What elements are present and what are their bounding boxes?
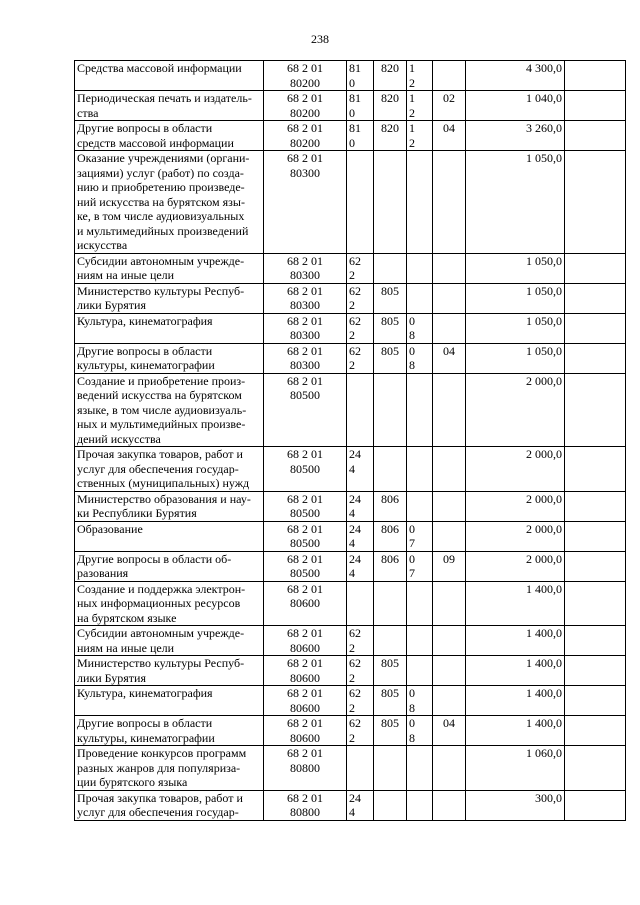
- row-subsection: [433, 151, 466, 254]
- table-row: [75, 581, 626, 626]
- row-name: Проведение конкурсов программ разных жанров для популяриза- ции бурятского языка: [75, 746, 264, 791]
- row-empty-column: [565, 790, 626, 820]
- row-code: 68 2 01 80500: [264, 551, 347, 581]
- page-number: 238: [311, 32, 329, 46]
- row-empty-column: [565, 373, 626, 447]
- row-expense-type: 62 2: [347, 253, 374, 283]
- row-code: 68 2 01 80500: [264, 447, 347, 492]
- row-amount: 1 050,0: [466, 253, 565, 283]
- table-row: [75, 716, 626, 746]
- row-subsection: [433, 253, 466, 283]
- row-department: 820: [374, 121, 407, 151]
- row-section: [407, 656, 433, 686]
- row-section: [407, 253, 433, 283]
- row-section: [407, 447, 433, 492]
- row-name: Министерство образования и нау- ки Республики Бурятия: [75, 491, 264, 521]
- row-empty-column: [565, 447, 626, 492]
- row-name: Субсидии автономным учрежде- ниям на иные цели: [75, 253, 264, 283]
- row-subsection: [433, 61, 466, 91]
- table-row: [75, 656, 626, 686]
- row-empty-column: [565, 491, 626, 521]
- table-row: [75, 790, 626, 820]
- row-code: 68 2 01 80200: [264, 91, 347, 121]
- row-department: 805: [374, 716, 407, 746]
- row-department: [374, 253, 407, 283]
- row-department: 806: [374, 551, 407, 581]
- row-code: 68 2 01 80800: [264, 790, 347, 820]
- row-code: 68 2 01 80500: [264, 521, 347, 551]
- row-name: Другие вопросы в области культуры, кинематографии: [75, 343, 264, 373]
- table-row: [75, 746, 626, 791]
- row-department: 805: [374, 343, 407, 373]
- row-amount: 1 050,0: [466, 151, 565, 254]
- row-section: 0 8: [407, 686, 433, 716]
- row-expense-type: 62 2: [347, 686, 374, 716]
- row-amount: 2 000,0: [466, 447, 565, 492]
- row-section: [407, 151, 433, 254]
- row-expense-type: 81 0: [347, 91, 374, 121]
- row-subsection: 09: [433, 551, 466, 581]
- row-name: Создание и приобретение произ- ведений искусства на бурятском языке, в том числе аудиовизуаль- ных и мультимедийных произве- дений искусства: [75, 373, 264, 447]
- row-section: 1 2: [407, 91, 433, 121]
- row-name: Культура, кинематография: [75, 313, 264, 343]
- row-expense-type: 62 2: [347, 313, 374, 343]
- row-expense-type: [347, 151, 374, 254]
- table-row: [75, 151, 626, 254]
- row-subsection: 04: [433, 343, 466, 373]
- row-empty-column: [565, 91, 626, 121]
- table-row: [75, 253, 626, 283]
- row-name: Другие вопросы в области культуры, кинематографии: [75, 716, 264, 746]
- row-empty-column: [565, 253, 626, 283]
- row-department: 805: [374, 656, 407, 686]
- row-name: Периодическая печать и издатель- ства: [75, 91, 264, 121]
- row-section: 0 7: [407, 521, 433, 551]
- row-section: 0 8: [407, 313, 433, 343]
- row-department: 806: [374, 491, 407, 521]
- row-expense-type: 24 4: [347, 521, 374, 551]
- row-subsection: [433, 656, 466, 686]
- table-row: [75, 521, 626, 551]
- row-name: Субсидии автономным учрежде- ниям на иные цели: [75, 626, 264, 656]
- row-empty-column: [565, 313, 626, 343]
- row-department: [374, 581, 407, 626]
- row-section: 1 2: [407, 61, 433, 91]
- row-code: 68 2 01 80200: [264, 61, 347, 91]
- row-empty-column: [565, 343, 626, 373]
- row-department: [374, 790, 407, 820]
- row-name: Оказание учреждениями (органи- зациями) услуг (работ) по созда- нию и приобретению произведе- ний искусства на бурятском язы- ке, в том числе аудиовизуальных и мультимедийных произведений искусства: [75, 151, 264, 254]
- row-empty-column: [565, 716, 626, 746]
- row-expense-type: 62 2: [347, 283, 374, 313]
- row-department: 806: [374, 521, 407, 551]
- row-section: 0 8: [407, 716, 433, 746]
- row-department: [374, 373, 407, 447]
- row-amount: 1 050,0: [466, 283, 565, 313]
- row-code: 68 2 01 80600: [264, 716, 347, 746]
- table-row: [75, 283, 626, 313]
- row-department: 805: [374, 686, 407, 716]
- row-code: 68 2 01 80300: [264, 253, 347, 283]
- row-subsection: [433, 626, 466, 656]
- row-code: 68 2 01 80500: [264, 491, 347, 521]
- row-subsection: [433, 686, 466, 716]
- row-empty-column: [565, 283, 626, 313]
- table-body: [75, 61, 626, 821]
- table-row: [75, 551, 626, 581]
- row-code: 68 2 01 80500: [264, 373, 347, 447]
- row-amount: 1 060,0: [466, 746, 565, 791]
- row-expense-type: [347, 581, 374, 626]
- row-name: Другие вопросы в области об- разования: [75, 551, 264, 581]
- row-empty-column: [565, 151, 626, 254]
- row-amount: 1 050,0: [466, 343, 565, 373]
- row-empty-column: [565, 656, 626, 686]
- row-amount: 1 050,0: [466, 313, 565, 343]
- row-empty-column: [565, 581, 626, 626]
- row-section: 0 7: [407, 551, 433, 581]
- row-code: 68 2 01 80600: [264, 656, 347, 686]
- row-empty-column: [565, 686, 626, 716]
- row-section: 0 8: [407, 343, 433, 373]
- row-section: [407, 746, 433, 791]
- row-section: [407, 491, 433, 521]
- row-department: 820: [374, 91, 407, 121]
- row-code: 68 2 01 80600: [264, 686, 347, 716]
- row-expense-type: 81 0: [347, 61, 374, 91]
- row-name: Создание и поддержка электрон- ных информационных ресурсов на бурятском языке: [75, 581, 264, 626]
- row-empty-column: [565, 551, 626, 581]
- table-row: [75, 447, 626, 492]
- row-amount: 4 300,0: [466, 61, 565, 91]
- row-amount: 2 000,0: [466, 551, 565, 581]
- row-amount: 1 400,0: [466, 716, 565, 746]
- row-expense-type: 81 0: [347, 121, 374, 151]
- row-amount: 2 000,0: [466, 521, 565, 551]
- row-empty-column: [565, 746, 626, 791]
- row-expense-type: 62 2: [347, 716, 374, 746]
- row-subsection: [433, 581, 466, 626]
- row-section: [407, 626, 433, 656]
- row-subsection: 04: [433, 716, 466, 746]
- row-department: [374, 447, 407, 492]
- row-empty-column: [565, 121, 626, 151]
- row-department: 805: [374, 283, 407, 313]
- row-code: 68 2 01 80800: [264, 746, 347, 791]
- row-subsection: [433, 491, 466, 521]
- row-expense-type: 24 4: [347, 790, 374, 820]
- row-amount: 1 400,0: [466, 626, 565, 656]
- row-subsection: [433, 790, 466, 820]
- row-department: [374, 746, 407, 791]
- table-row: [75, 626, 626, 656]
- row-amount: 300,0: [466, 790, 565, 820]
- table-row: [75, 91, 626, 121]
- row-empty-column: [565, 61, 626, 91]
- row-department: 805: [374, 313, 407, 343]
- row-expense-type: 62 2: [347, 656, 374, 686]
- row-name: Образование: [75, 521, 264, 551]
- table-row: [75, 121, 626, 151]
- table-row: [75, 373, 626, 447]
- row-name: Министерство культуры Респуб- лики Бурятия: [75, 656, 264, 686]
- row-code: 68 2 01 80600: [264, 581, 347, 626]
- row-expense-type: [347, 373, 374, 447]
- row-section: [407, 790, 433, 820]
- row-subsection: 02: [433, 91, 466, 121]
- row-amount: 1 400,0: [466, 686, 565, 716]
- row-name: Культура, кинематография: [75, 686, 264, 716]
- row-name: Другие вопросы в области средств массовой информации: [75, 121, 264, 151]
- row-section: [407, 581, 433, 626]
- row-amount: 2 000,0: [466, 373, 565, 447]
- row-subsection: [433, 746, 466, 791]
- row-empty-column: [565, 521, 626, 551]
- row-subsection: [433, 313, 466, 343]
- row-subsection: 04: [433, 121, 466, 151]
- row-code: 68 2 01 80600: [264, 626, 347, 656]
- row-amount: 2 000,0: [466, 491, 565, 521]
- row-expense-type: 24 4: [347, 447, 374, 492]
- row-subsection: [433, 283, 466, 313]
- row-expense-type: 24 4: [347, 491, 374, 521]
- table-row: [75, 343, 626, 373]
- row-name: Министерство культуры Респуб- лики Бурятия: [75, 283, 264, 313]
- row-code: 68 2 01 80300: [264, 343, 347, 373]
- row-name: Средства массовой информации: [75, 61, 264, 91]
- row-amount: 1 040,0: [466, 91, 565, 121]
- row-subsection: [433, 373, 466, 447]
- row-section: 1 2: [407, 121, 433, 151]
- table-row: [75, 491, 626, 521]
- table-row: [75, 61, 626, 91]
- row-code: 68 2 01 80300: [264, 151, 347, 254]
- row-expense-type: [347, 746, 374, 791]
- table-row: [75, 313, 626, 343]
- row-name: Прочая закупка товаров, работ и услуг для обеспечения государ-: [75, 790, 264, 820]
- row-department: 820: [374, 61, 407, 91]
- row-code: 68 2 01 80200: [264, 121, 347, 151]
- row-empty-column: [565, 626, 626, 656]
- row-section: [407, 283, 433, 313]
- row-amount: 1 400,0: [466, 656, 565, 686]
- row-amount: 1 400,0: [466, 581, 565, 626]
- row-subsection: [433, 521, 466, 551]
- row-subsection: [433, 447, 466, 492]
- row-name: Прочая закупка товаров, работ и услуг для обеспечения государ- ственных (муниципальных) нужд: [75, 447, 264, 492]
- row-code: 68 2 01 80300: [264, 283, 347, 313]
- row-expense-type: 24 4: [347, 551, 374, 581]
- row-code: 68 2 01 80300: [264, 313, 347, 343]
- row-expense-type: 62 2: [347, 343, 374, 373]
- budget-table: [74, 60, 626, 821]
- row-section: [407, 373, 433, 447]
- row-expense-type: 62 2: [347, 626, 374, 656]
- row-department: [374, 151, 407, 254]
- row-department: [374, 626, 407, 656]
- row-amount: 3 260,0: [466, 121, 565, 151]
- table-row: [75, 686, 626, 716]
